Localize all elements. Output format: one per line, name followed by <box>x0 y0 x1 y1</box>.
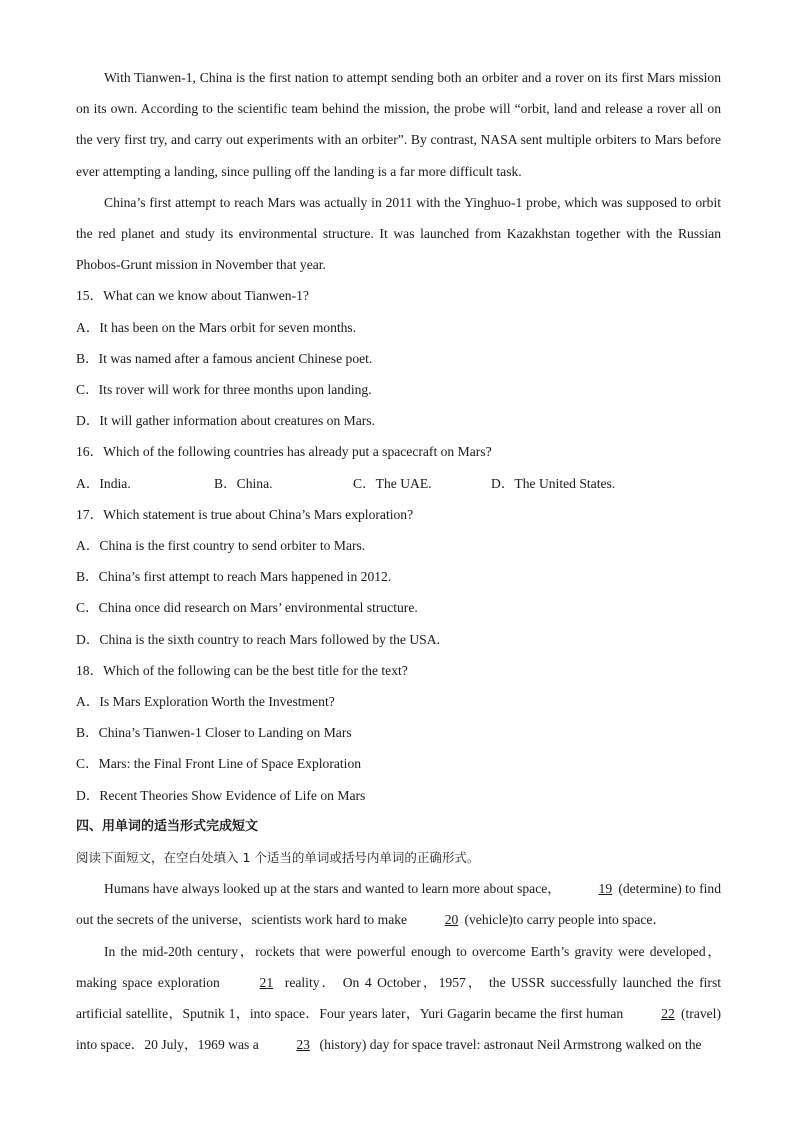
section-heading: 四、用单词的适当形式完成短文 <box>76 818 259 834</box>
question-15-option-b[interactable]: B．It was named after a famous ancient Chinese poet. <box>76 350 373 366</box>
question-16-option-a[interactable]: A．India. <box>76 475 131 491</box>
cloze-paragraph-2 <box>76 936 721 1061</box>
cloze-text: (vehicle)to carry people into space． <box>464 912 667 928</box>
question-18-stem: 18．Which of the following can be the best title for the text? <box>76 662 408 678</box>
question-17-option-c[interactable]: C．China once did research on Mars’ environmental structure. <box>76 600 418 616</box>
question-16-stem: 16．Which of the following countries has already put a spacecraft on Mars? <box>76 444 492 460</box>
question-16-options <box>76 468 721 499</box>
question-17-option-d[interactable]: D．China is the sixth country to reach Mars followed by the USA. <box>76 631 440 647</box>
blank-21[interactable]: 21 <box>259 974 274 990</box>
blank-19[interactable]: 19 <box>598 881 613 897</box>
cloze-text: (travel) into space．20 July，1969 was a <box>76 1006 721 1053</box>
cloze-paragraph-1 <box>76 873 721 935</box>
question-16-option-b[interactable]: B．China. <box>214 475 273 491</box>
passage-paragraph: China’s first attempt to reach Mars was actually in 2011 with the Yinghuo-1 probe, which was supposed to orbit the red planet and study its environmental structure. It was launched from Kazakhstan together with the Russian Phobos-Grunt mission in November that year. <box>76 194 721 273</box>
passage-paragraph: With Tianwen-1, China is the first nation to attempt sending both an orbiter and a rover on its first Mars mission on its own. According to the scientific team behind the mission, the probe will “orbit, land and release a rover all on the very first try, and carry out experiments with an orbiter”. By contrast, NASA sent multiple orbiters to Mars before ever attempting a landing, since pulling off the landing is a far more difficult task. <box>76 70 721 179</box>
question-18-option-d[interactable]: D．Recent Theories Show Evidence of Life on Mars <box>76 787 366 803</box>
question-15-stem: 15．What can we know about Tianwen-1? <box>76 288 309 304</box>
cloze-text: In the mid-20th century，rockets that were powerful enough to overcome Earth’s gravity were developed，making space exploration <box>76 943 721 990</box>
cloze-text: (history) day for space travel: astronaut Neil Armstrong walked on the <box>319 1037 702 1053</box>
blank-20[interactable]: 20 <box>444 912 459 928</box>
cloze-text: (determine) to find out the secrets of the universe，scientists work hard to make <box>76 881 721 928</box>
question-17-option-a[interactable]: A．China is the first country to send orbiter to Mars. <box>76 538 366 554</box>
section-instruction: 阅读下面短文，在空白处填入 1 个适当的单词或括号内单词的正确形式。 <box>76 850 480 866</box>
cloze-text: Humans have always looked up at the stars and wanted to learn more about space， <box>104 881 561 897</box>
question-18-option-b[interactable]: B．China’s Tianwen-1 Closer to Landing on Mars <box>76 725 352 741</box>
cloze-text: reality． On 4 October，1957， the USSR successfully launched the first artificial satellite，Sputnik 1，into space．Four years later，Yuri Gagarin became the first human <box>76 974 722 1022</box>
question-15-option-d[interactable]: D．It will gather information about creatures on Mars. <box>76 413 375 429</box>
question-17-option-b[interactable]: B．China’s first attempt to reach Mars happened in 2012. <box>76 569 392 585</box>
document-page <box>76 62 721 1061</box>
question-15-option-c[interactable]: C．Its rover will work for three months upon landing. <box>76 382 372 398</box>
blank-23[interactable]: 23 <box>296 1037 310 1053</box>
blank-22[interactable]: 22 <box>661 1006 675 1022</box>
question-18-option-c[interactable]: C．Mars: the Final Front Line of Space Exploration <box>76 756 362 772</box>
question-18-option-a[interactable]: A．Is Mars Exploration Worth the Investment? <box>76 694 335 710</box>
question-16-option-d[interactable]: D．The United States. <box>491 475 616 491</box>
question-15-option-a[interactable]: A．It has been on the Mars orbit for seven months. <box>76 319 357 335</box>
question-17-stem: 17．Which statement is true about China’s Mars exploration? <box>76 506 414 522</box>
question-16-option-c[interactable]: C．The UAE. <box>353 475 432 491</box>
